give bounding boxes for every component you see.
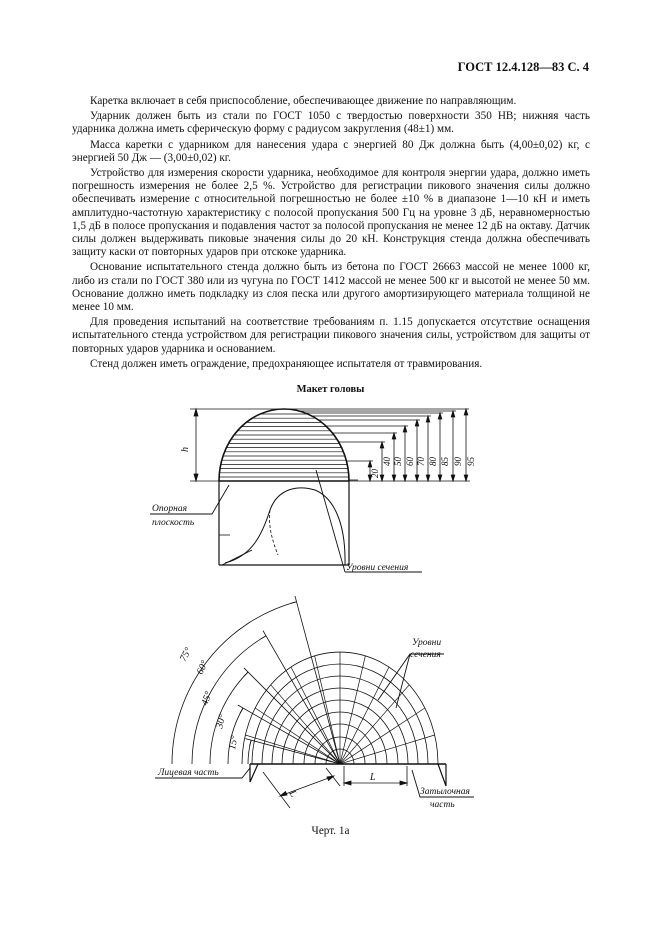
radial-line <box>340 667 389 764</box>
angle-label: 60° <box>194 658 211 677</box>
level-label: 90 <box>453 457 463 466</box>
angle-label: 30° <box>214 713 229 730</box>
h-dimension <box>190 409 284 481</box>
angle-tick <box>240 708 243 713</box>
level-label: 80 <box>428 457 438 466</box>
angle-tick <box>291 602 297 604</box>
L-label: L <box>286 788 299 800</box>
arrowhead <box>451 475 455 481</box>
arrowhead <box>368 461 372 467</box>
angle-tick <box>261 636 266 639</box>
paragraph: Каретка включает в себя приспособление, обеспечивающее движение по направляющим. <box>90 95 517 107</box>
angle-ray <box>245 739 340 764</box>
arrowhead <box>438 413 442 419</box>
paragraph: Ударник должен быть из стали по ГОСТ 1050 с твердостью поверхности 350 НВ; нижняя часть ударника должна иметь сферическую форму с радиусом закругления (48±1) мм. <box>72 110 590 136</box>
head-base <box>219 480 358 565</box>
arrowhead <box>438 475 442 481</box>
paragraph: Устройство для измерения скорости ударника, необходимое для контроля энергии удара, должно иметь погрешность измерения не более 2,5 %. Устройство для регистрации пикового значения силы должно обеспечивать измерение с относительной погрешностью не более ±10 % в диапазоне 1—10 кН и иметь амплитудно-частотную характеристику с полосой пропускания 500 Гц на уровне 3 дБ, неравномерностью 1,5 дБ в полосе пропускания и подавления частот за полосой пропускания не менее 12 дБ на октаву. Датчик силы должен выдерживать пиковые значения силы до 20 кН. Конструкция стенда должна обеспечивать защиту каски от повторных ударов при отскоке ударника. <box>72 167 590 259</box>
figure-title: Макет головы <box>296 384 365 395</box>
support-plane-label: плоскость <box>152 518 195 528</box>
section-levels-diagram <box>242 652 446 786</box>
level-label: 95 <box>466 457 476 466</box>
L-dimensions <box>263 766 407 808</box>
arrowhead <box>426 475 430 481</box>
radial-line <box>340 708 425 764</box>
level-label: 20 <box>370 469 380 478</box>
angle-scale <box>172 596 340 764</box>
angle-label: 75° <box>177 645 195 664</box>
page-header: ГОСТ 12.4.128—83 С. 4 <box>457 60 589 74</box>
paragraph: Для проведения испытаний на соответствие требованиям п. 1.15 допускается отсутствие оснащения испытательного стенда устройством для регистрации пикового значения силы, устройством для защиты от повторных ударов ударника и основанием. <box>72 316 590 355</box>
paragraph: Масса каретки с ударником для нанесения удара с энергией 80 Дж должна быть (4,00±0,02) кг, с энергией 50 Дж — (3,00±0,02) кг. <box>72 138 590 164</box>
radial-line <box>315 656 340 764</box>
arrowhead <box>415 420 419 426</box>
L-label: L <box>370 772 376 783</box>
arrowhead <box>392 433 396 439</box>
angle-arc <box>248 740 251 764</box>
front-part-label: Лицевая часть <box>158 768 219 778</box>
arrowhead <box>464 475 468 481</box>
radial-line <box>340 656 365 764</box>
arrowhead <box>451 411 455 417</box>
arrowhead <box>415 475 419 481</box>
level-label: 60 <box>405 457 415 466</box>
angle-label: 45° <box>199 690 215 708</box>
arrowhead <box>426 416 430 422</box>
arrowhead <box>380 442 384 448</box>
level-label: 85 <box>440 457 450 466</box>
figure-caption: Черт. 1а <box>311 825 350 837</box>
paragraph: Стенд должен иметь ограждение, предохраняющее испытателя от травмирования. <box>90 357 483 370</box>
level-label: 40 <box>382 457 392 466</box>
arrowhead <box>464 409 468 415</box>
levels-label: Уровни <box>412 638 442 648</box>
section-levels-label: Уровни сечения <box>346 563 409 573</box>
angle-tick <box>244 672 248 676</box>
support-plane-label: Опорная <box>152 504 187 514</box>
back-part-label: Затылочная <box>420 787 470 797</box>
arrowhead <box>380 475 384 481</box>
levels-label: сечения <box>410 650 441 660</box>
level-label: 70 <box>416 457 426 466</box>
arrowhead <box>403 475 407 481</box>
radial-line <box>340 735 435 764</box>
arrowhead <box>392 475 396 481</box>
angle-label: 15° <box>227 734 241 751</box>
level-label: 50 <box>393 457 403 466</box>
paragraph: Основание испытательного стенда должно быть из бетона по ГОСТ 26663 массой не менее 1000 кг, либо из стали по ГОСТ 380 или из чугуна по ГОСТ 1412 массой не менее 500 кг и высотой не менее 50 мм. Основание должно иметь подкладку из слоя песка или другого амортизирующего материала толщиной не менее 10 мм. <box>72 261 590 314</box>
back-part-label: часть <box>430 800 455 810</box>
h-label: h <box>180 447 191 452</box>
arrowhead <box>403 426 407 432</box>
